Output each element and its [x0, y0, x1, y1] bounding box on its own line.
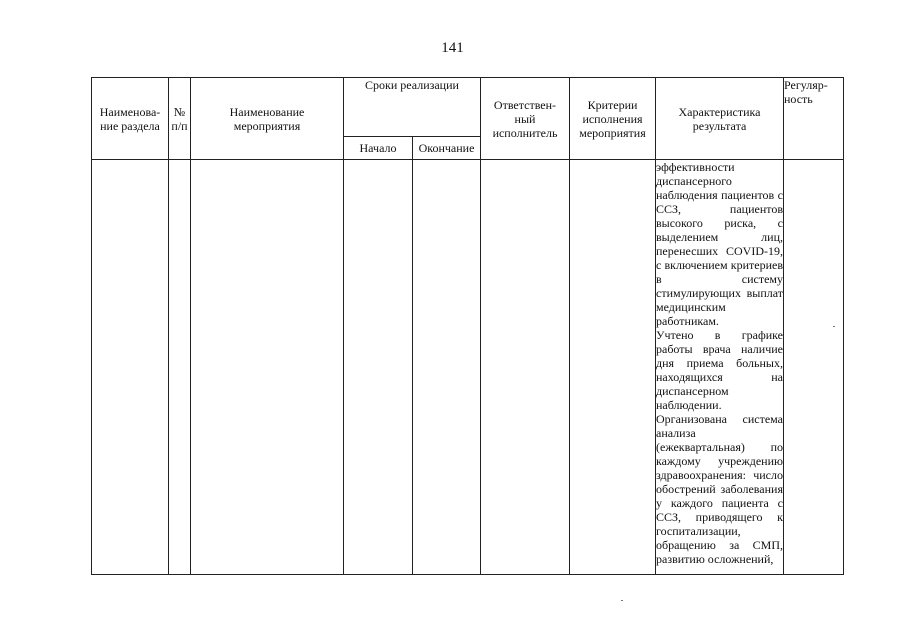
cell-regularity — [784, 160, 844, 575]
page-number: 141 — [441, 40, 464, 56]
cell-result — [656, 160, 784, 575]
cell-end — [413, 160, 481, 575]
header-regularity: Регуляр- ность — [784, 78, 844, 160]
cell-activity-name — [191, 160, 344, 575]
result-paragraph: Учтено в графике работы врача наличие дня приема больных, находящихся на диспансерном наблюдении. — [656, 328, 783, 412]
header-responsible: Ответствен- ный исполнитель — [481, 78, 570, 160]
cell-number — [169, 160, 191, 575]
header-result: Характеристика результата — [656, 78, 784, 160]
activity-plan-table — [91, 77, 844, 575]
cell-criteria — [570, 160, 656, 575]
table-row — [92, 160, 844, 575]
result-text — [656, 160, 783, 566]
cell-section-name — [92, 160, 169, 575]
header-end: Окончание — [413, 137, 481, 160]
result-paragraph: Организована система анализа (ежеквартальная) по каждому учреждению здравоохранения: число обострений заболевания у каждого пациента с ССЗ, приводящего к госпитализации, обращению за СМП, развитию осложнений, — [656, 412, 783, 566]
scan-speck — [621, 600, 623, 601]
header-section-name: Наименова- ние раздела — [92, 78, 169, 160]
header-deadlines: Сроки реализации — [344, 78, 481, 137]
result-paragraph: эффективности диспансерного наблюдения пациентов с ССЗ, пациентов высокого риска, с выделением лиц, перенесших COVID-19, с включением критериев в систему стимулирующих выплат медицинским работникам. — [656, 160, 783, 328]
cell-responsible — [481, 160, 570, 575]
header-number: № п/п — [169, 78, 191, 160]
scan-speck — [833, 326, 835, 327]
cell-start — [344, 160, 413, 575]
header-criteria: Критерии исполнения мероприятия — [570, 78, 656, 160]
header-activity-name: Наименование мероприятия — [191, 78, 344, 160]
header-start: Начало — [344, 137, 413, 160]
